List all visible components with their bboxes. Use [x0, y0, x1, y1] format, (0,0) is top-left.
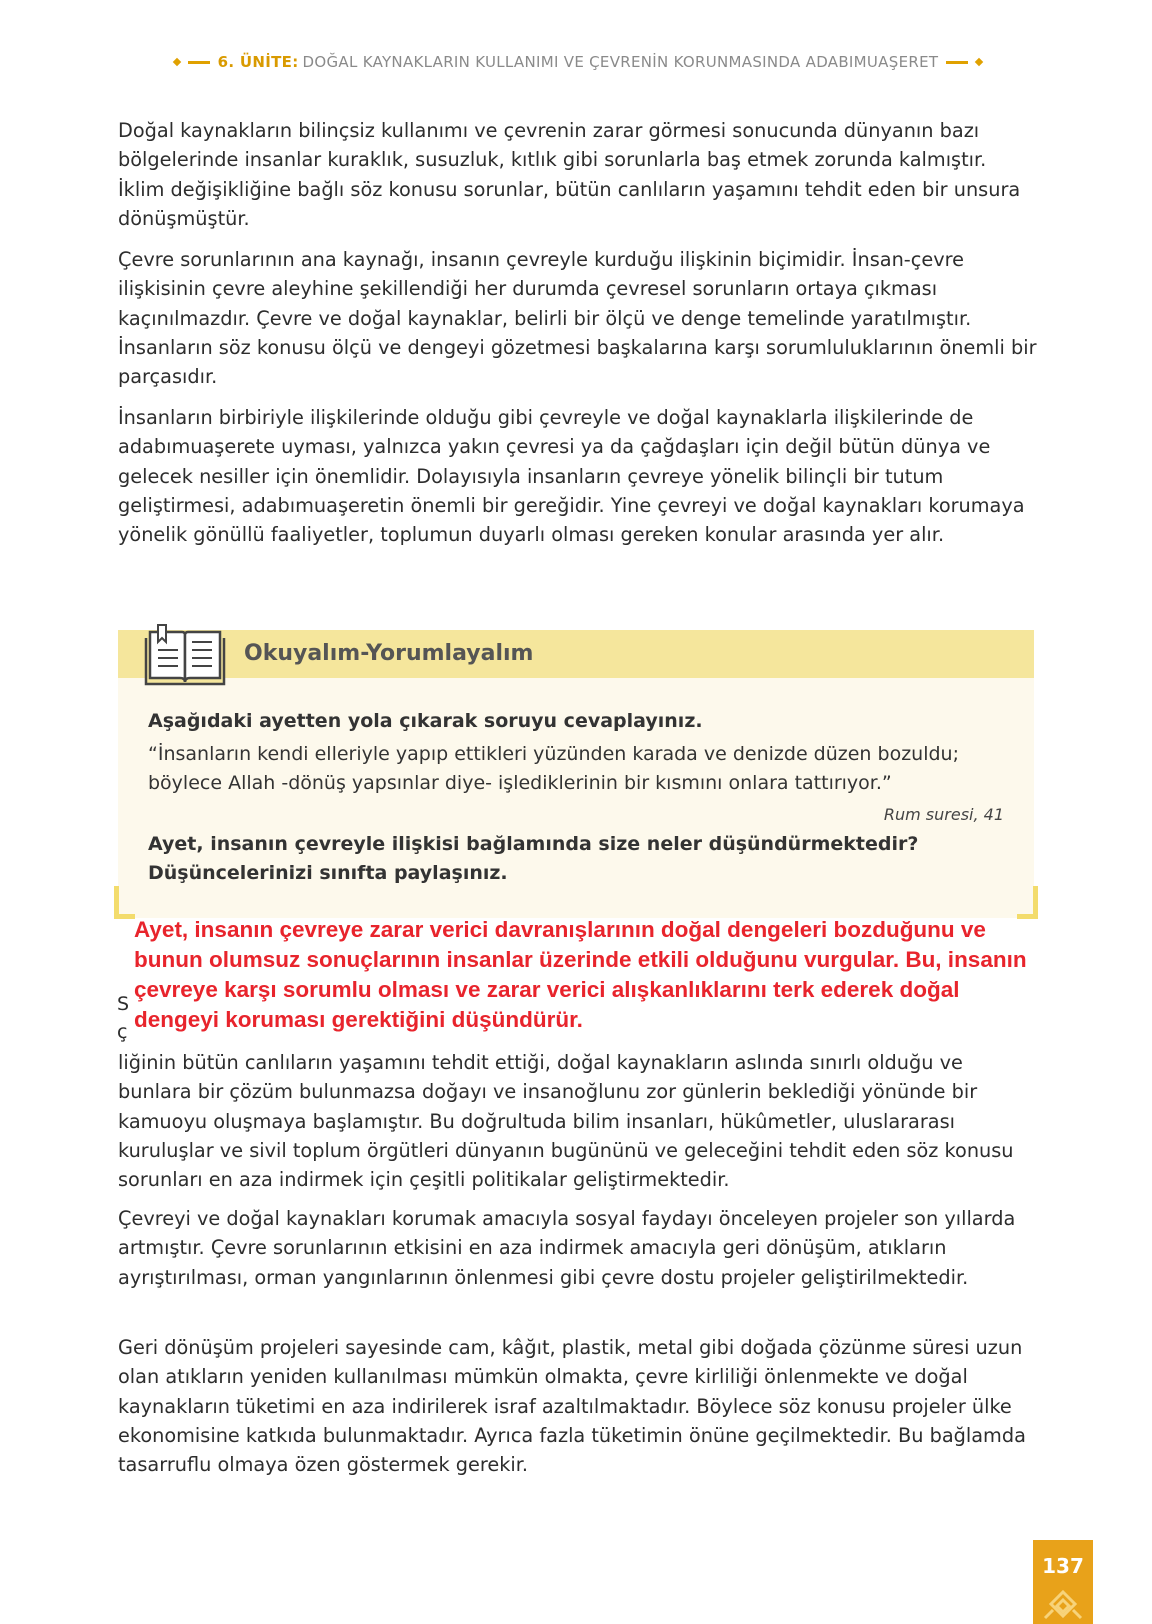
occluded-text: S: [117, 993, 130, 1015]
activity-question: Ayet, insanın çevreyle ilişkisi bağlamında size neler düşündürmektedir? Düşüncelerinizi sınıfta paylaşınız.: [148, 833, 919, 884]
activity-instruction: Aşağıdaki ayetten yola çıkarak soruyu cevaplayınız.: [148, 710, 703, 732]
header-rule-left: [188, 61, 210, 64]
unit-label: 6. ÜNİTE:: [217, 53, 299, 71]
header-rule-right: [946, 61, 968, 64]
diamond-ornament-icon: [172, 58, 180, 66]
corner-bracket-left: [114, 886, 135, 919]
paragraph: Geri dönüşüm projeleri sayesinde cam, kâğıt, plastik, metal gibi doğada çözünme süresi uzun olan atıkların yeniden kullanılması mümkün olmakta, çevre kirliliği önlenmekte ve doğal kaynakların tüketimi en aza indirilerek israf azaltılmaktadır. Böylece söz konusu projeler ülke ekonomisine katkıda bulunmaktadır. Ayrıca fazla tüketimin önüne geçilmektedir. Bu bağlamda tasarruflu olmaya özen göstermek gerekir.: [118, 1336, 1026, 1477]
paragraph: Doğal kaynakların bilinçsiz kullanımı ve çevrenin zarar görmesi sonucunda dünyanın bazı bölgelerinde insanlar kuraklık, susuzluk, kıtlık gibi sorunlarla baş etmek zorunda kalmıştır. İklim değişikliğine bağlı söz konusu sorunlar, bütün canlıların yaşamını tehdit eden bir unsura dönüşmüştür.: [118, 119, 1021, 230]
page-header: [118, 50, 1038, 74]
occluded-text: ç: [117, 1021, 128, 1043]
open-book-icon: [144, 622, 226, 688]
page-number-tab: [1033, 1540, 1093, 1624]
diamond-ornament-icon: [975, 58, 983, 66]
verse-source: Rum suresi, 41: [883, 805, 1004, 824]
unit-title: DOĞAL KAYNAKLARIN KULLANIMI VE ÇEVRENİN KORUNMASINDA ADABIMUAŞERET: [302, 53, 939, 71]
activity-box: [118, 630, 1034, 918]
paragraph: Çevreyi ve doğal kaynakları korumak amacıyla sosyal faydayı önceleyen projeler son yıllarda artmıştır. Çevre sorunlarının etkisini en aza indirmek amacıyla geri dönüşüm, atıkların ayrıştırılması, orman yangınlarının önlenmesi gibi çevre dostu projeler geliştirilmektedir.: [118, 1207, 1016, 1289]
answer-text: Ayet, insanın çevreye zarar verici davranışlarının doğal dengeleri bozduğunu ve bunun olumsuz sonuçlarının insanlar üzerinde etkili olduğunu vurgular. Bu, insanın çevreye karşı sorumlu olması ve zarar verici alışkanlıklarını terk ederek doğal dengeyi koruması gerektiğini düşündürür.: [134, 917, 1027, 1032]
paragraph: İnsanların birbiriyle ilişkilerinde olduğu gibi çevreyle ve doğal kaynaklarla ilişkilerinde de adabımuaşerete uyması, yalnızca yakın çevresi ya da çağdaşları için değil bütün dünya ve gelecek nesiller için önemlidir. Dolayısıyla insanların çevreye yönelik bilinçli bir tutum geliştirmesi, adabımuaşeretin önemli bir gereğidir. Yine çevreyi ve doğal kaynakları korumaya yönelik gönüllü faaliyetler, toplumun duyarlı olması gereken konular arasında yer alır.: [118, 406, 1025, 547]
activity-title: Okuyalım-Yorumlayalım: [244, 641, 534, 666]
verse-quote: “İnsanların kendi elleriyle yapıp ettikleri yüzünden karada ve denizde düzen bozuldu; böylece Allah -dönüş yapsınlar diye- işlediklerinin bir kısmını onlara tattırıyor.”: [148, 743, 959, 794]
paragraph: liğinin bütün canlıların yaşamını tehdit ettiği, doğal kaynakların aslında sınırlı olduğu ve bunlara bir çözüm bulunmazsa doğayı ve insanoğlunu zor günlerin beklediği yönünde bir kamuoyu oluşmaya başlamıştır. Bu doğrultuda bilim insanları, hükûmetler, uluslararası kuruluşlar ve sivil toplum örgütleri dünyanın bugününü ve geleceğini tehdit eden söz konusu sorunları en aza indirmek için çeşitli politikalar geliştirmektedir.: [118, 1051, 1014, 1192]
paragraph: Çevre sorunlarının ana kaynağı, insanın çevreyle kurduğu ilişkinin biçimidir. İnsan-çevre ilişkisinin çevre aleyhine şekillendiği her durumda çevresel sorunların ortaya çıkması kaçınılmazdır. Çevre ve doğal kaynaklar, belirli bir ölçü ve denge temelinde yaratılmıştır. İnsanların söz konusu ölçü ve dengeyi gözetmesi başkalarına karşı sorumluluklarının önemli bir parçasıdır.: [118, 248, 1037, 389]
page-number: 137: [1042, 1554, 1084, 1578]
knot-ornament-icon: [1041, 1588, 1085, 1624]
